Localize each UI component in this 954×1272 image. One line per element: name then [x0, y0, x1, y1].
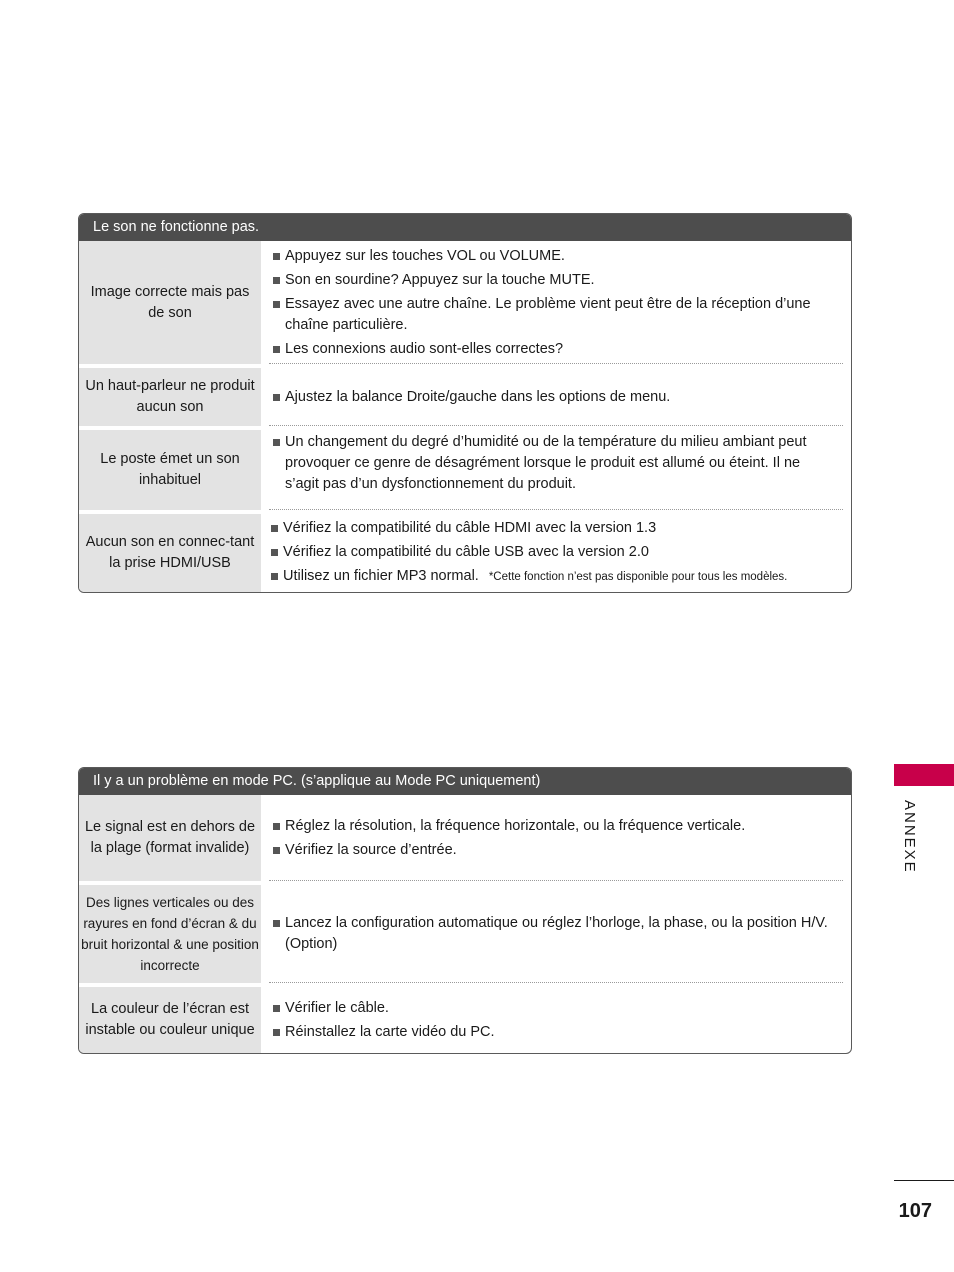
symptom-cell: Aucun son en connec-tant la prise HDMI/USB — [79, 514, 261, 592]
list-item: Vérifier le câble. — [273, 998, 851, 1019]
list-item: Un changement du degré d’humidité ou de la température du milieu ambiant peut provoquer ce genre de désagrément lorsque le produit est allumé ou éteint. Il ne s’agit pas d’un dysfonctionnement du produit. — [273, 432, 851, 495]
section-tab-marker — [894, 764, 954, 786]
list-item: Réinstallez la carte vidéo du PC. — [273, 1022, 851, 1043]
solution-cell — [261, 241, 851, 364]
table-row — [79, 241, 851, 364]
bullet-square-icon — [273, 823, 280, 830]
list-item: Les connexions audio sont-elles correctes? — [273, 339, 851, 360]
list-item: Son en sourdine? Appuyez sur la touche MUTE. — [273, 270, 851, 291]
bullet-square-icon — [273, 394, 280, 401]
bullet-square-icon — [273, 253, 280, 260]
footnote: *Cette fonction n’est pas disponible pour tous les modèles. — [488, 571, 788, 583]
table-title: Il y a un problème en mode PC. (s’applique au Mode PC uniquement) — [79, 768, 851, 795]
table-row — [79, 885, 851, 983]
solution-cell — [261, 885, 851, 983]
table-title: Le son ne fonctionne pas. — [79, 214, 851, 241]
list-item: Réglez la résolution, la fréquence horizontale, ou la fréquence verticale. — [273, 816, 851, 837]
symptom-cell: La couleur de l’écran est instable ou couleur unique — [79, 987, 261, 1053]
bullet-square-icon — [271, 573, 278, 580]
bullet-square-icon — [273, 301, 280, 308]
bullet-square-icon — [271, 549, 278, 556]
table-row — [79, 368, 851, 426]
bullet-square-icon — [273, 277, 280, 284]
list-item: Lancez la configuration automatique ou réglez l’horloge, la phase, ou la position H/V. (Option) — [273, 913, 851, 955]
row-divider — [269, 363, 843, 364]
list-item: Vérifiez la compatibilité du câble HDMI avec la version 1.3 — [271, 518, 851, 539]
bullet-square-icon — [273, 1005, 280, 1012]
table-row — [79, 514, 851, 592]
table-row — [79, 430, 851, 510]
sound-troubleshooting-table — [78, 213, 852, 593]
bullet-square-icon — [271, 525, 278, 532]
table-row — [79, 987, 851, 1053]
symptom-cell: Image correcte mais pas de son — [79, 241, 261, 364]
list-item: Vérifiez la compatibilité du câble USB avec la version 2.0 — [271, 542, 851, 563]
solution-cell — [261, 368, 851, 426]
list-item: Essayez avec une autre chaîne. Le problème vient peut être de la réception d’une chaîne particulière. — [273, 294, 851, 336]
bullet-square-icon — [273, 1029, 280, 1036]
symptom-cell: Des lignes verticales ou des rayures en fond d’écran & du bruit horizontal & une position incorrecte — [79, 885, 261, 983]
row-divider — [269, 425, 843, 426]
row-divider — [269, 509, 843, 510]
table-row — [79, 795, 851, 881]
solution-cell — [261, 430, 851, 510]
symptom-cell: Un haut-parleur ne produit aucun son — [79, 368, 261, 426]
section-label: ANNEXE — [901, 800, 918, 874]
symptom-cell: Le poste émet un son inhabituel — [79, 430, 261, 510]
page-number-rule — [894, 1180, 954, 1181]
list-item: Ajustez la balance Droite/gauche dans les options de menu. — [273, 387, 851, 408]
list-item: Vérifiez la source d’entrée. — [273, 840, 851, 861]
list-item: Appuyez sur les touches VOL ou VOLUME. — [273, 246, 851, 267]
bullet-square-icon — [273, 920, 280, 927]
symptom-cell: Le signal est en dehors de la plage (format invalide) — [79, 795, 261, 881]
bullet-square-icon — [273, 439, 280, 446]
bullet-square-icon — [273, 346, 280, 353]
page-number: 107 — [898, 1200, 932, 1222]
solution-cell — [261, 987, 851, 1053]
solution-cell — [261, 514, 851, 592]
bullet-square-icon — [273, 847, 280, 854]
solution-cell — [261, 795, 851, 881]
row-divider — [269, 880, 843, 881]
row-divider — [269, 982, 843, 983]
list-item: Utilisez un fichier MP3 normal. *Cette fonction n’est pas disponible pour tous les modèles. — [271, 566, 851, 588]
pc-mode-troubleshooting-table — [78, 767, 852, 1054]
